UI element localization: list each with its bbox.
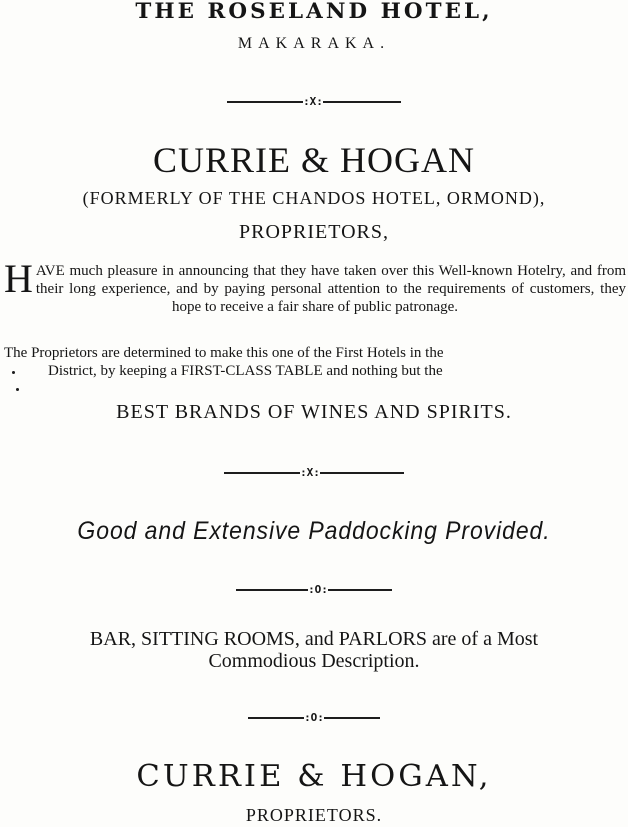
announcement-text: AVE much pleasure in announcing that they have taken over this Well-known Hotelry, and from their long experience, and by paying personal attention to the requirements of customers, they hope to receive a fair share of public patronage. bbox=[35, 263, 626, 315]
proprietors-paragraph-line-2: District, by keeping a FIRST-CLASS TABLE and nothing but the bbox=[48, 363, 443, 379]
drop-cap-letter: H bbox=[4, 256, 33, 301]
proprietors-paragraph bbox=[4, 344, 626, 380]
footer-proprietors-name: CURRIE & HOGAN, bbox=[136, 759, 492, 794]
proprietors-paragraph-line-1: The Proprietors are determined to make this one of the First Hotels in the bbox=[4, 345, 444, 361]
ornamental-divider bbox=[0, 96, 628, 108]
print-speck bbox=[16, 388, 19, 391]
hotel-name-heading: THE ROSELAND HOTEL, bbox=[135, 0, 493, 23]
formerly-line: (FORMERLY OF THE CHANDOS HOTEL, ORMOND), bbox=[82, 188, 546, 208]
print-speck bbox=[12, 371, 15, 374]
location-line: MAKARAKA. bbox=[237, 35, 391, 52]
ornamental-divider bbox=[0, 467, 628, 479]
proprietors-title: PROPRIETORS, bbox=[238, 221, 389, 243]
divider-mark: :X: bbox=[303, 95, 323, 108]
divider-mark: :O: bbox=[308, 583, 328, 596]
divider-mark: :X: bbox=[300, 466, 320, 479]
divider-mark: :O: bbox=[304, 711, 324, 724]
ornamental-divider bbox=[0, 712, 628, 724]
footer-proprietors-title: PROPRIETORS. bbox=[245, 805, 383, 825]
brands-line: BEST BRANDS OF WINES AND SPIRITS. bbox=[116, 401, 512, 423]
paddocking-line: Good and Extensive Paddocking Provided. bbox=[77, 517, 551, 545]
rooms-line-2: Commodious Description. bbox=[208, 650, 420, 672]
rooms-line-1: BAR, SITTING ROOMS, and PARLORS are of a Most bbox=[89, 628, 539, 650]
announcement-paragraph bbox=[4, 256, 626, 316]
proprietors-name: CURRIE & HOGAN bbox=[152, 140, 475, 180]
ornamental-divider bbox=[0, 584, 628, 596]
